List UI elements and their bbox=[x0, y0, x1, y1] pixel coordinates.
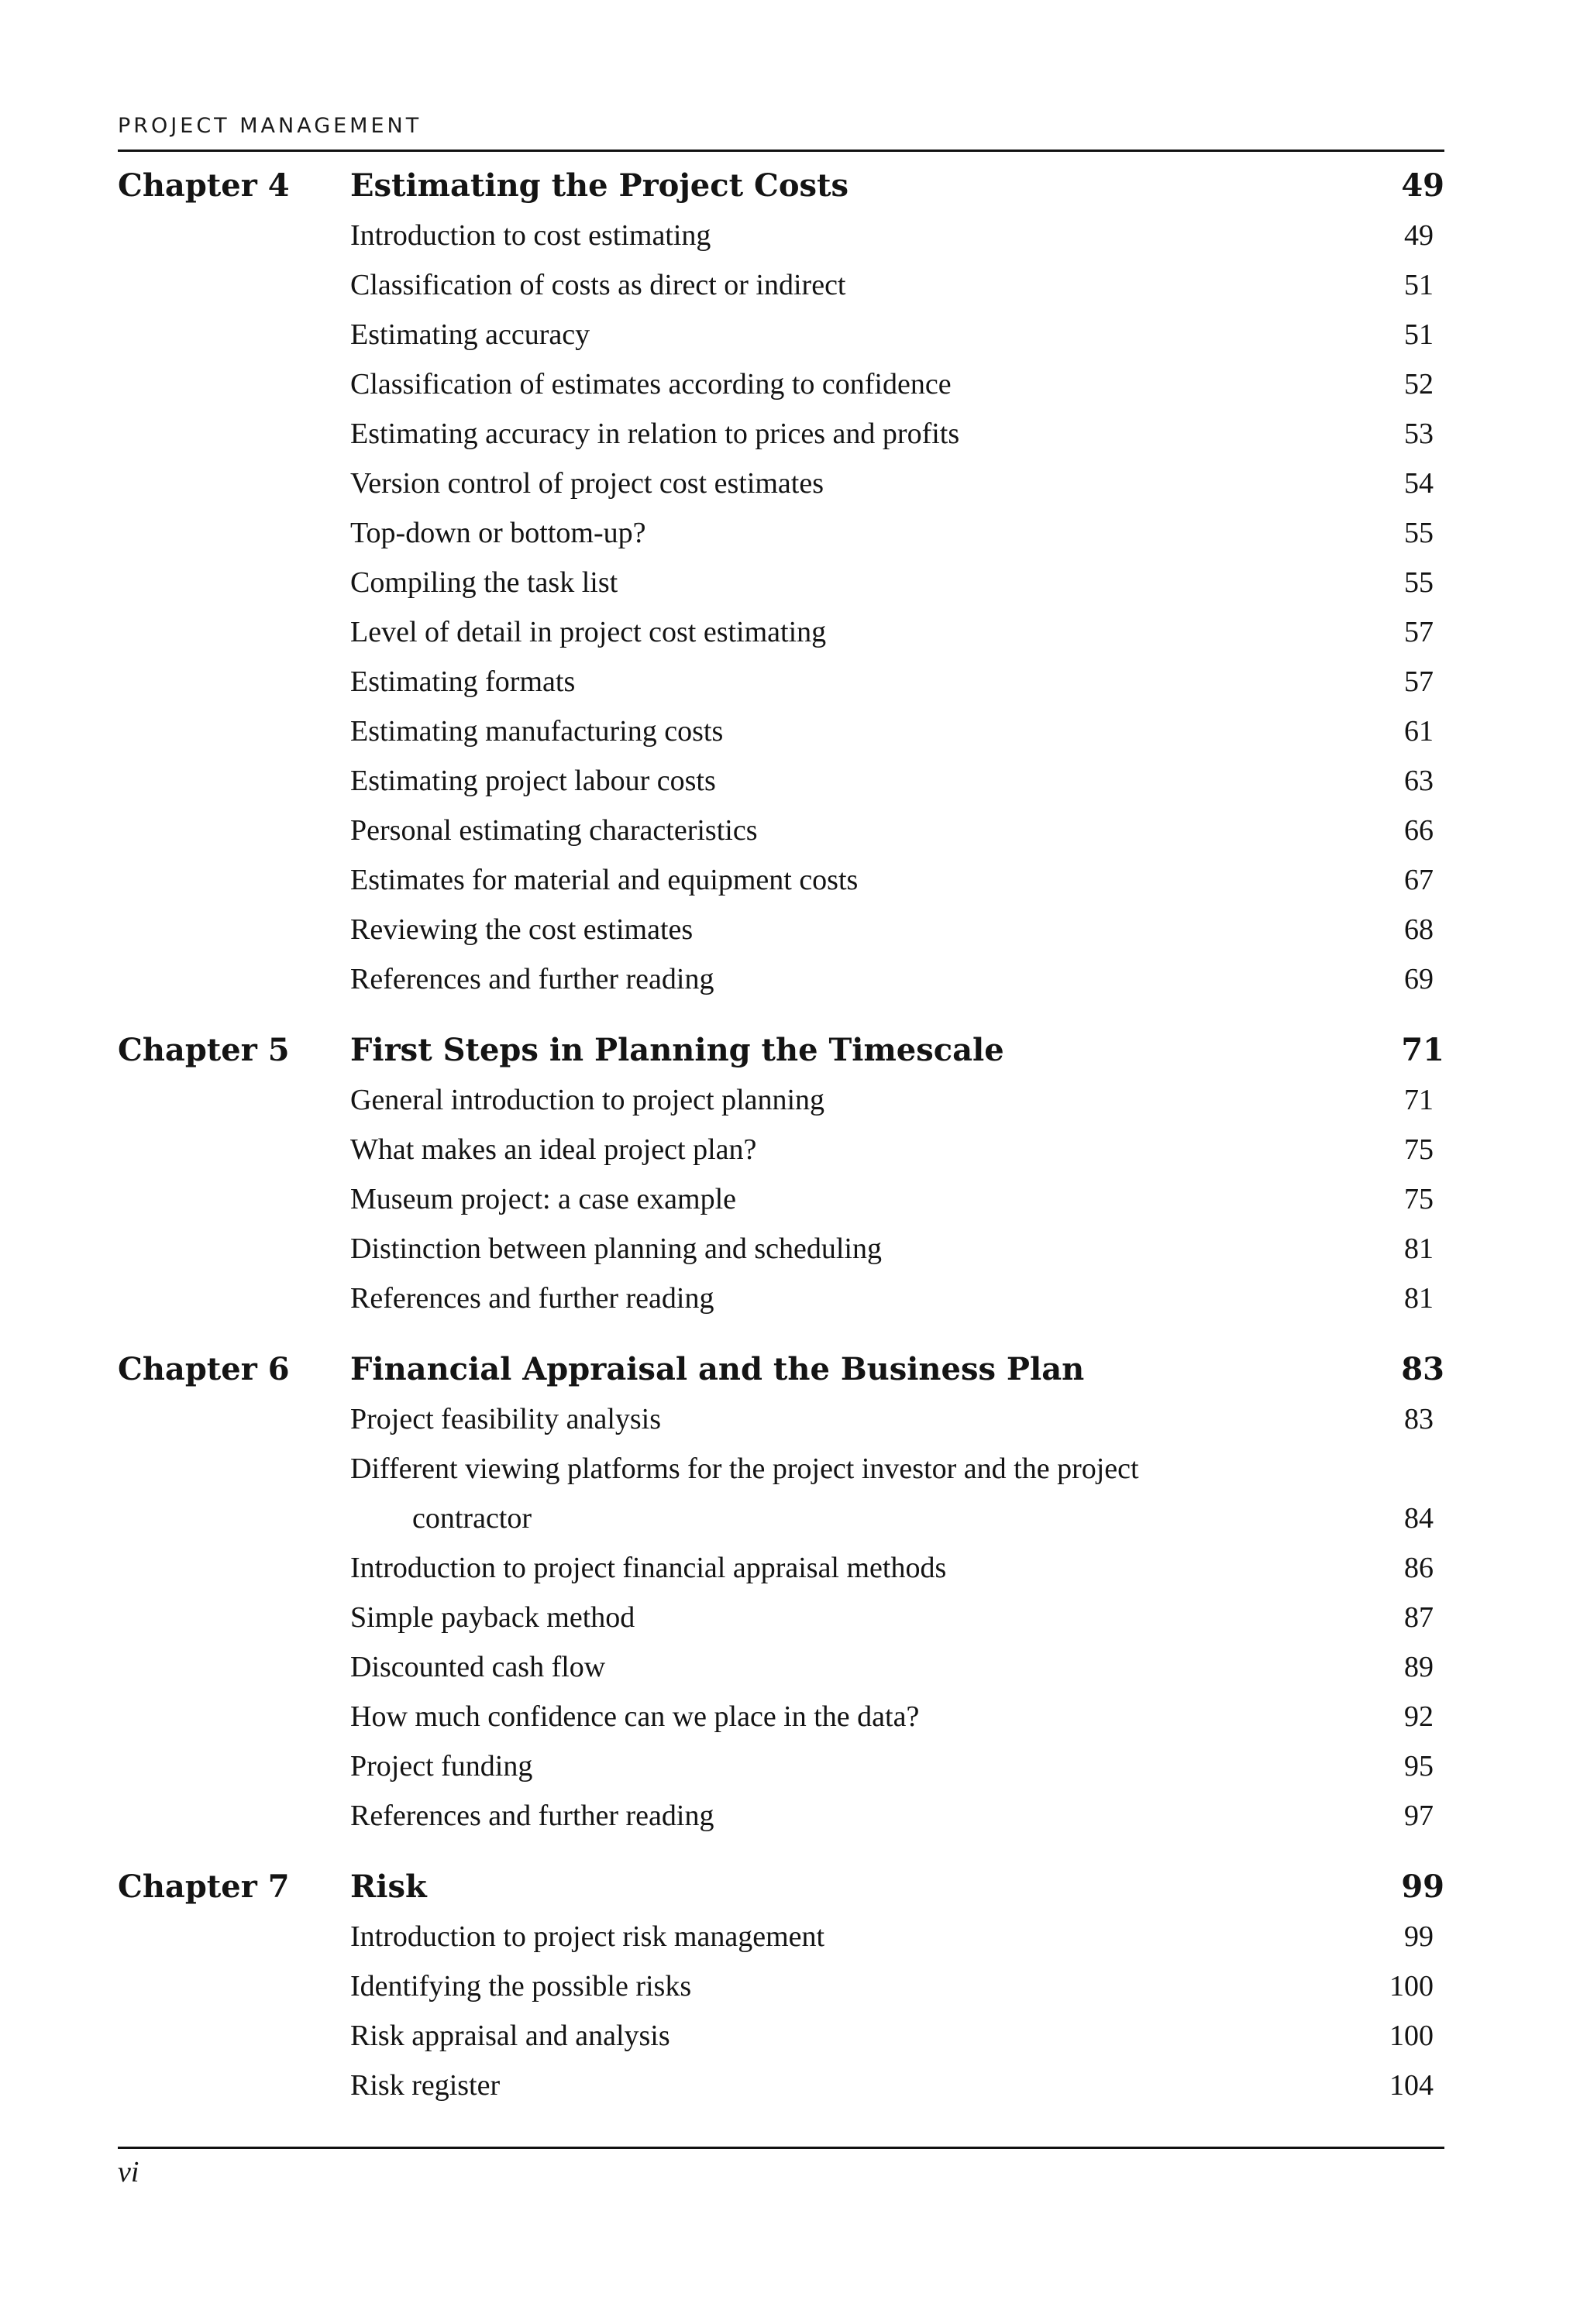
entry-page: 57 bbox=[1404, 665, 1434, 698]
toc-entry[interactable] bbox=[118, 310, 1444, 359]
entry-page: 67 bbox=[1404, 864, 1434, 896]
entry-title: Simple payback method bbox=[350, 1601, 635, 1634]
chapter-heading[interactable] bbox=[118, 1345, 1444, 1394]
toc-entry[interactable] bbox=[118, 1394, 1444, 1444]
toc-entry[interactable] bbox=[118, 1444, 1444, 1543]
entry-title: What makes an ideal project plan? bbox=[350, 1133, 757, 1166]
entry-page: 54 bbox=[1404, 467, 1434, 500]
entry-title: Introduction to cost estimating bbox=[350, 219, 711, 252]
chapter-page: 49 bbox=[1401, 167, 1444, 204]
toc-entry[interactable] bbox=[118, 954, 1444, 1004]
entry-page: 57 bbox=[1404, 616, 1434, 648]
entry-title: References and further reading bbox=[350, 1800, 714, 1832]
toc-entry[interactable] bbox=[118, 508, 1444, 558]
entry-page: 89 bbox=[1404, 1651, 1434, 1683]
entry-page: 81 bbox=[1404, 1232, 1434, 1265]
page-number: vi bbox=[118, 2156, 139, 2188]
toc-entry[interactable] bbox=[118, 211, 1444, 260]
entry-title: Estimating formats bbox=[350, 665, 576, 698]
entry-page: 97 bbox=[1404, 1800, 1434, 1832]
chapter-heading[interactable] bbox=[118, 161, 1444, 211]
chapter-title: Financial Appraisal and the Business Plan bbox=[350, 1351, 1085, 1387]
entry-title: Risk register bbox=[350, 2069, 501, 2102]
entry-title: Estimating accuracy bbox=[350, 318, 590, 351]
toc-entry[interactable] bbox=[118, 359, 1444, 409]
chapter-title: Estimating the Project Costs bbox=[350, 167, 849, 204]
entry-page: 95 bbox=[1404, 1750, 1434, 1783]
entry-page: 53 bbox=[1404, 418, 1434, 450]
entry-page: 75 bbox=[1404, 1133, 1434, 1166]
toc-entry[interactable] bbox=[118, 706, 1444, 756]
entry-title: Museum project: a case example bbox=[350, 1183, 737, 1215]
entry-title: Project feasibility analysis bbox=[350, 1403, 662, 1435]
chapter-page: 83 bbox=[1401, 1351, 1444, 1387]
toc-entry[interactable] bbox=[118, 2061, 1444, 2110]
entry-page: 92 bbox=[1404, 1700, 1434, 1733]
toc-entry[interactable] bbox=[118, 905, 1444, 954]
entry-page: 86 bbox=[1404, 1552, 1434, 1584]
entry-page: 55 bbox=[1404, 566, 1434, 599]
chapter-page: 71 bbox=[1401, 1032, 1444, 1068]
chapter-page: 99 bbox=[1401, 1868, 1444, 1905]
entry-page: 69 bbox=[1404, 963, 1434, 995]
toc-entry[interactable] bbox=[118, 1543, 1444, 1593]
entry-title: Reviewing the cost estimates bbox=[350, 913, 694, 946]
entry-page: 75 bbox=[1404, 1183, 1434, 1215]
chapter-6 bbox=[118, 1345, 1444, 1841]
table-of-contents bbox=[118, 161, 1444, 2132]
toc-entry[interactable] bbox=[118, 1593, 1444, 1642]
entry-page: 49 bbox=[1404, 219, 1434, 252]
entry-title: Top-down or bottom-up? bbox=[350, 517, 646, 549]
toc-entry[interactable] bbox=[118, 260, 1444, 310]
entry-title: Discounted cash flow bbox=[350, 1651, 606, 1683]
entry-title: Introduction to project risk management bbox=[350, 1920, 825, 1953]
entry-page: 71 bbox=[1404, 1084, 1434, 1116]
entry-page: 66 bbox=[1404, 814, 1434, 847]
entry-title: How much confidence can we place in the data? bbox=[350, 1700, 920, 1733]
entry-page: 104 bbox=[1389, 2069, 1434, 2102]
entry-title: Different viewing platforms for the project investor and the project bbox=[350, 1452, 1139, 1485]
chapter-label: Chapter 6 bbox=[118, 1351, 290, 1387]
entry-title: Version control of project cost estimates bbox=[350, 467, 824, 500]
entry-page: 51 bbox=[1404, 269, 1434, 301]
chapter-4 bbox=[118, 161, 1444, 1004]
entry-title: Compiling the task list bbox=[350, 566, 618, 599]
toc-entry[interactable] bbox=[118, 459, 1444, 508]
entry-title: Level of detail in project cost estimating bbox=[350, 616, 827, 648]
entry-page: 81 bbox=[1404, 1282, 1434, 1315]
entry-page: 51 bbox=[1404, 318, 1434, 351]
chapter-label: Chapter 7 bbox=[118, 1868, 290, 1905]
footer-rule bbox=[118, 2147, 1444, 2149]
toc-entry[interactable] bbox=[118, 2011, 1444, 2061]
entry-page: 63 bbox=[1404, 765, 1434, 797]
entry-title: References and further reading bbox=[350, 1282, 714, 1315]
toc-entry[interactable] bbox=[118, 1912, 1444, 1961]
entry-page: 87 bbox=[1404, 1601, 1434, 1634]
chapter-label: Chapter 4 bbox=[118, 167, 290, 204]
toc-entry[interactable] bbox=[118, 1075, 1444, 1125]
toc-entry[interactable] bbox=[118, 1961, 1444, 2011]
header-rule bbox=[118, 150, 1444, 152]
chapter-heading[interactable] bbox=[118, 1862, 1444, 1912]
toc-entry[interactable] bbox=[118, 657, 1444, 706]
entry-title: Project funding bbox=[350, 1750, 533, 1783]
toc-entry[interactable] bbox=[118, 1791, 1444, 1841]
entry-title-continuation: contractor bbox=[412, 1502, 532, 1535]
entry-title: References and further reading bbox=[350, 963, 714, 995]
toc-entry[interactable] bbox=[118, 806, 1444, 855]
entry-title: Personal estimating characteristics bbox=[350, 814, 758, 847]
entry-title: General introduction to project planning bbox=[350, 1084, 825, 1116]
toc-entry[interactable] bbox=[118, 1741, 1444, 1791]
toc-entry[interactable] bbox=[118, 1125, 1444, 1174]
entry-page: 52 bbox=[1404, 368, 1434, 401]
entry-title: Estimates for material and equipment costs bbox=[350, 864, 859, 896]
entry-title: Classification of estimates according to confidence bbox=[350, 368, 952, 401]
entry-page: 61 bbox=[1404, 715, 1434, 748]
toc-entry[interactable] bbox=[118, 1642, 1444, 1692]
entry-title: Risk appraisal and analysis bbox=[350, 2020, 670, 2052]
running-head: PROJECT MANAGEMENT bbox=[118, 114, 422, 138]
entry-page: 100 bbox=[1389, 2020, 1434, 2052]
entry-title: Estimating project labour costs bbox=[350, 765, 716, 797]
toc-entry[interactable] bbox=[118, 1174, 1444, 1224]
toc-entry[interactable] bbox=[118, 1224, 1444, 1274]
entry-title: Estimating manufacturing costs bbox=[350, 715, 724, 748]
entry-page: 99 bbox=[1404, 1920, 1434, 1953]
entry-page: 84 bbox=[1404, 1502, 1434, 1535]
chapter-5 bbox=[118, 1026, 1444, 1323]
toc-entry[interactable] bbox=[118, 1692, 1444, 1741]
entry-title: Identifying the possible risks bbox=[350, 1970, 692, 2003]
chapter-heading[interactable] bbox=[118, 1026, 1444, 1075]
toc-entry[interactable] bbox=[118, 855, 1444, 905]
entry-title: Distinction between planning and scheduling bbox=[350, 1232, 882, 1265]
chapter-title: First Steps in Planning the Timescale bbox=[350, 1032, 1004, 1068]
entry-page: 55 bbox=[1404, 517, 1434, 549]
toc-entry[interactable] bbox=[118, 756, 1444, 806]
entry-title: Estimating accuracy in relation to prices and profits bbox=[350, 418, 960, 450]
toc-entry[interactable] bbox=[118, 607, 1444, 657]
toc-entry[interactable] bbox=[118, 558, 1444, 607]
entry-page: 83 bbox=[1404, 1403, 1434, 1435]
entry-page: 68 bbox=[1404, 913, 1434, 946]
chapter-title: Risk bbox=[350, 1868, 427, 1905]
chapter-label: Chapter 5 bbox=[118, 1032, 290, 1068]
chapter-7 bbox=[118, 1862, 1444, 2110]
toc-entry[interactable] bbox=[118, 409, 1444, 459]
toc-entry[interactable] bbox=[118, 1274, 1444, 1323]
entry-title: Classification of costs as direct or indirect bbox=[350, 269, 846, 301]
entry-title: Introduction to project financial appraisal methods bbox=[350, 1552, 947, 1584]
entry-page: 100 bbox=[1389, 1970, 1434, 2003]
